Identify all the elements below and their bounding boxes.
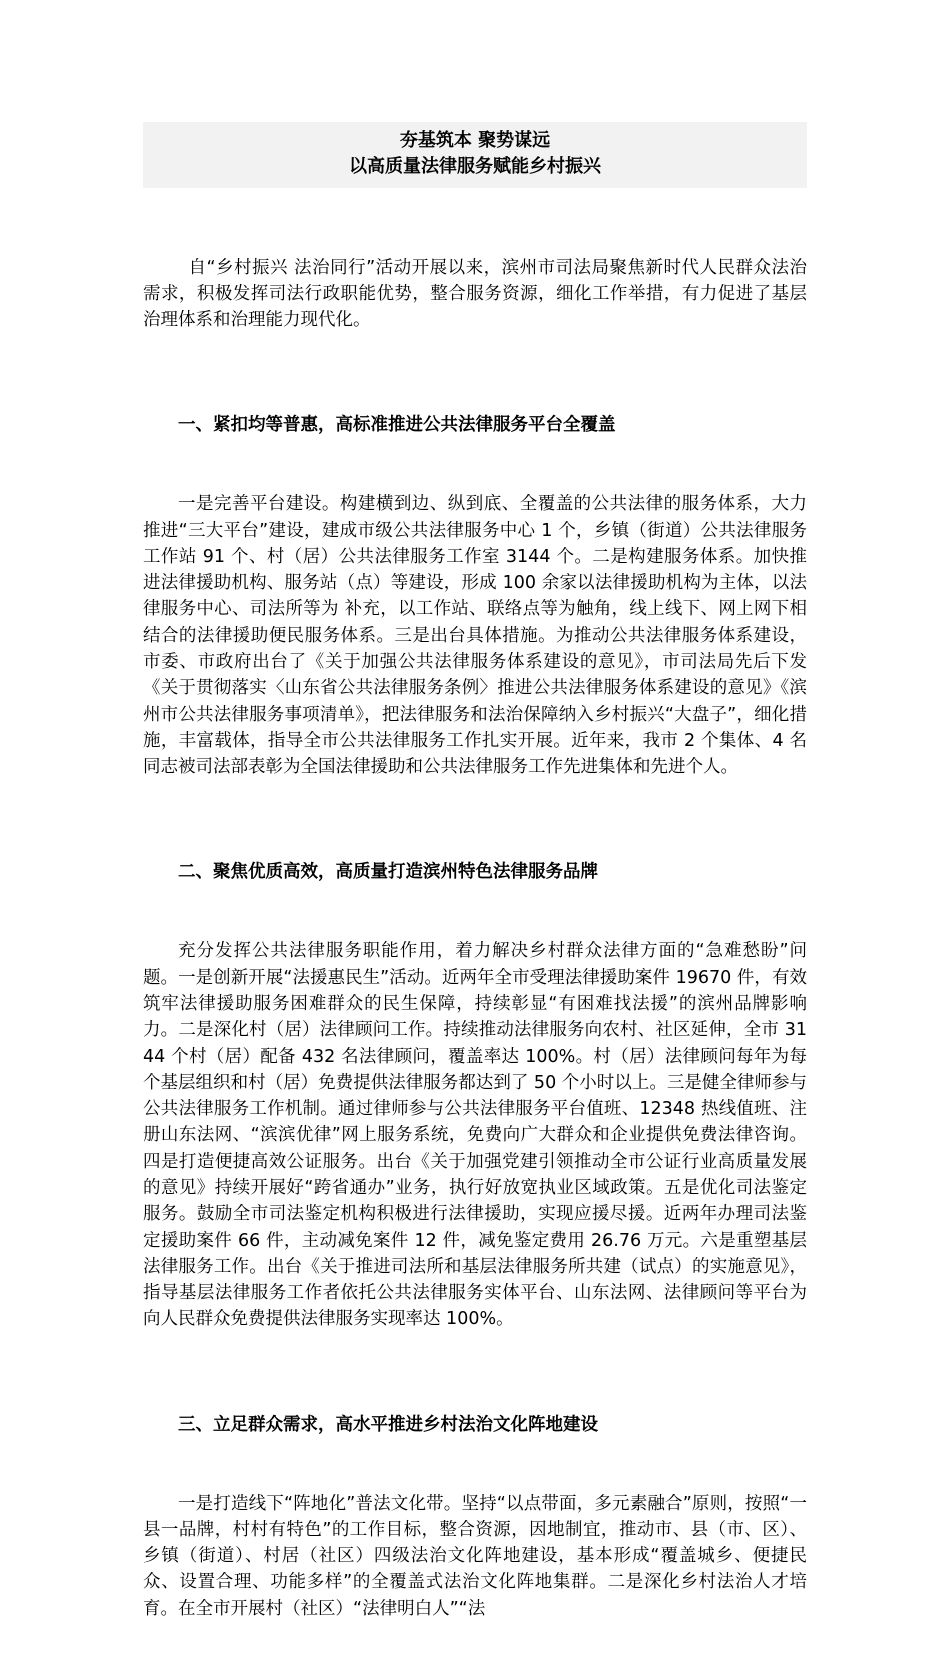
intro-paragraph: 自“乡村振兴 法治同行”活动开展以来，滨州市司法局聚焦新时代人民群众法治需求，积极发挥司法行政职能优势，整合服务资源，细化工作举措，有力促进了基层治理体系和治理能力现代化。 <box>143 257 807 331</box>
section-heading-2: 二、聚焦优质高效，高质量打造滨州特色法律服务品牌 <box>178 862 598 883</box>
article-body <box>143 202 807 1675</box>
document-page <box>143 122 807 1675</box>
section-paragraph-2: 充分发挥公共法律服务职能作用，着力解决乡村群众法律方面的“急难愁盼”问题。一是创新开展“法援惠民生”活动。近两年全市受理法律援助案件 19670 件，有效筑牢法律援助服务困难群众的民生保障，持续彰显“有困难找法援”的滨州品牌影响力。二是深化村（居）法律顾问工作。持续推动法律服务向农村、社区延伸，全市 3144 个村（居）配备 432 名法律顾问，覆盖率达 100%。村（居）法律顾问每年为每个基层组织和村（居）免费提供法律服务都达到了 50 个小时以上。三是健全律师参与公共法律服务工作机制。通过律师参与公共法律服务平台值班、12348 热线值班、注册山东法网、“滨滨优律”网上服务系统，免费向广大群众和企业提供免费法律咨询。四是打造便捷高效公证服务。出台《关于加强党建引领推动全市公证行业高质量发展的意见》持续开展好“跨省通办”业务，执行好放宽执业区域政策。五是优化司法鉴定服务。鼓励全市司法鉴定机构积极进行法律援助，实现应援尽援。近两年办理司法鉴定援助案件 66 件，主动减免案件 12 件，减免鉴定费用 26.76 万元。六是重塑基层法律服务工作。出台《关于推进司法所和基层法律服务所共建（试点）的实施意见》，指导基层法律服务工作者依托公共法律服务实体平台、山东法网、法律顾问等平台为向人民群众免费提供法律服务实现率达 100%。 <box>143 941 807 1330</box>
title-line-2: 以高质量法律服务赋能乡村振兴 <box>349 156 601 177</box>
section-heading-1: 一、紧扣均等普惠，高标准推进公共法律服务平台全覆盖 <box>178 415 616 436</box>
title-line-1: 夯基筑本 聚势谋远 <box>399 130 551 151</box>
section-paragraph-3: 一是打造线下“阵地化”普法文化带。坚持“以点带面，多元素融合”原则，按照“一县一品牌，村村有特色”的工作目标，整合资源，因地制宜，推动市、县（市、区）、乡镇（街道）、村居（社区）四级法治文化阵地建设，基本形成“覆盖城乡、便捷民众、设置合理、功能多样”的全覆盖式法治文化阵地集群。二是深化乡村法治人才培育。在全市开展村（社区）“法律明白人”“法 <box>143 1493 807 1619</box>
title-block <box>143 122 807 188</box>
section-heading-3: 三、立足群众需求，高水平推进乡村法治文化阵地建设 <box>178 1414 598 1435</box>
section-paragraph-1: 一是完善平台建设。构建横到边、纵到底、全覆盖的公共法律的服务体系，大力推进“三大平台”建设，建成市级公共法律服务中心 1 个，乡镇（街道）公共法律服务工作站 91 个、村（居）公共法律服务工作室 3144 个。二是构建服务体系。加快推进法律援助机构、服务站（点）等建设，形成 100 余家以法律援助机构为主体，以法律服务中心、司法所等为 补充，以工作站、联络点等为触角，线上线下、网上网下相结合的法律援助便民服务体系。三是出台具体措施。为推动公共法律服务体系建设，市委、市政府出台了《关于加强公共法律服务体系建设的意见》，市司法局先后下发《关于贯彻落实〈山东省公共法律服务条例〉推进公共法律服务体系建设的意见》《滨州市公共法律服务事项清单》，把法律服务和法治保障纳入乡村振兴“大盘子”，细化措施，丰富载体，指导全市公共法律服务工作扎实开展。近年来，我市 2 个集体、4 名同志被司法部表彰为全国法律援助和公共法律服务工作先进集体和先进个人。 <box>143 494 807 778</box>
